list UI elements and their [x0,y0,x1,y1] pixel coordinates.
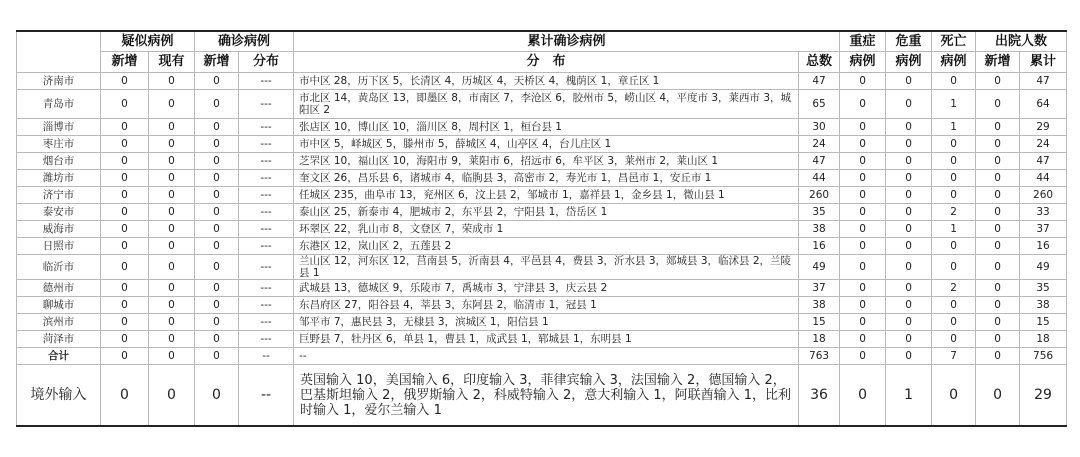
severe-cases: 0 [840,297,886,314]
death-cases: 0 [932,255,976,280]
cumulative-total: 44 [799,170,840,187]
city-name: 青岛市 [17,90,101,119]
severe-cases: 0 [840,187,886,204]
confirmed-new: 0 [195,136,239,153]
confirmed-new: 0 [195,331,239,348]
cumulative-total: 38 [799,297,840,314]
confirmed-new: 0 [195,170,239,187]
table-row [17,314,1067,331]
critical-cases: 0 [886,170,932,187]
discharged-new: 0 [976,73,1020,90]
city-name: 临沂市 [17,255,101,280]
table-row [17,73,1067,90]
discharged-cumulative: 24 [1020,136,1067,153]
city-name: 滨州市 [17,314,101,331]
suspected-new: 0 [101,204,149,221]
severe-cases: 0 [840,348,886,365]
critical-cases: 0 [886,331,932,348]
discharged-cumulative: 756 [1020,348,1067,365]
suspected-new: 0 [101,255,149,280]
confirmed-distribution: --- [239,153,294,170]
table-row [17,90,1067,119]
confirmed-new: 0 [195,204,239,221]
discharged-cumulative: 49 [1020,255,1067,280]
city-name: 济南市 [17,73,101,90]
confirmed-new: 0 [195,73,239,90]
city-name: 日照市 [17,238,101,255]
cumulative-total: 18 [799,331,840,348]
cumulative-distribution: 张店区 10，博山区 10，淄川区 8，周村区 1，桓台县 1 [294,119,799,136]
death-cases: 0 [932,238,976,255]
cumulative-distribution: 芝罘区 10，福山区 10，海阳市 9，莱阳市 6，招远市 6，牟平区 3，莱州市 2，莱山区 1 [294,153,799,170]
confirmed-distribution: --- [239,331,294,348]
suspected-current: 0 [149,238,195,255]
confirmed-distribution: --- [239,314,294,331]
severe-cases: 0 [840,365,886,427]
cumulative-distribution: 泰山区 25，新泰市 4，肥城市 2，东平县 2，宁阳县 1，岱岳区 1 [294,204,799,221]
header-death: 死亡 [932,31,976,52]
severe-cases: 0 [840,153,886,170]
confirmed-distribution: --- [239,280,294,297]
discharged-cumulative: 37 [1020,221,1067,238]
header-critical: 危重 [886,31,932,52]
cumulative-total: 30 [799,119,840,136]
cumulative-distribution: 市中区 5，峄城区 5，滕州市 5，薛城区 4，山亭区 4，台儿庄区 1 [294,136,799,153]
table-row [17,187,1067,204]
discharged-new: 0 [976,255,1020,280]
discharged-cumulative: 38 [1020,297,1067,314]
confirmed-new: 0 [195,255,239,280]
header-discharged-cumulative: 累计 [1020,52,1067,73]
critical-cases: 0 [886,280,932,297]
suspected-current: 0 [149,153,195,170]
table-body [17,73,1067,427]
header-cumulative-distribution: 分 布 [294,52,799,73]
header-cumulative-total: 总数 [799,52,840,73]
confirmed-new: 0 [195,348,239,365]
cumulative-total: 35 [799,204,840,221]
cumulative-distribution: 英国输入 10，美国输入 6，印度输入 3，菲律宾输入 3，法国输入 2，德国输入 2，巴基斯坦输入 2，俄罗斯输入 2，科威特输入 2，意大利输入 1，阿联酋输入 1，比利时输入 1，爱尔兰输入 1 [294,365,799,427]
confirmed-new: 0 [195,221,239,238]
cumulative-total: 16 [799,238,840,255]
covid-stats-table [16,30,1067,427]
cumulative-distribution: 任城区 235，曲阜市 13，兖州区 6，汶上县 2，邹城市 1，嘉祥县 1，金乡县 1，微山县 1 [294,187,799,204]
header-severe: 重症 [840,31,886,52]
death-cases: 7 [932,348,976,365]
discharged-new: 0 [976,280,1020,297]
death-cases: 0 [932,297,976,314]
city-name: 菏泽市 [17,331,101,348]
severe-cases: 0 [840,170,886,187]
severe-cases: 0 [840,90,886,119]
confirmed-new: 0 [195,280,239,297]
suspected-current: 0 [149,187,195,204]
city-name: 合计 [17,348,101,365]
confirmed-distribution: --- [239,136,294,153]
table-header [17,31,1067,73]
critical-cases: 1 [886,365,932,427]
header-confirmed-distribution: 分布 [239,52,294,73]
suspected-current: 0 [149,348,195,365]
table-row [17,136,1067,153]
severe-cases: 0 [840,314,886,331]
header-severe-cases: 病例 [840,52,886,73]
discharged-cumulative: 29 [1020,119,1067,136]
suspected-new: 0 [101,314,149,331]
suspected-new: 0 [101,136,149,153]
discharged-cumulative: 33 [1020,204,1067,221]
cumulative-total: 15 [799,314,840,331]
confirmed-distribution: --- [239,221,294,238]
cumulative-distribution: 市中区 28，历下区 5，长清区 4，历城区 4，天桥区 4，槐荫区 1，章丘区 1 [294,73,799,90]
severe-cases: 0 [840,280,886,297]
death-cases: 2 [932,280,976,297]
header-discharged: 出院人数 [976,31,1067,52]
table-row [17,170,1067,187]
death-cases: 0 [932,331,976,348]
suspected-current: 0 [149,331,195,348]
death-cases: 0 [932,365,976,427]
discharged-new: 0 [976,119,1020,136]
suspected-new: 0 [101,187,149,204]
discharged-new: 0 [976,314,1020,331]
city-name: 聊城市 [17,297,101,314]
cumulative-distribution: 武城县 13，德城区 9，乐陵市 7，禹城市 3，宁津县 3，庆云县 2 [294,280,799,297]
critical-cases: 0 [886,297,932,314]
discharged-new: 0 [976,153,1020,170]
confirmed-distribution: -- [239,348,294,365]
critical-cases: 0 [886,153,932,170]
suspected-new: 0 [101,348,149,365]
city-name: 济宁市 [17,187,101,204]
suspected-new: 0 [101,119,149,136]
header-death-cases: 病例 [932,52,976,73]
death-cases: 0 [932,136,976,153]
confirmed-distribution: --- [239,297,294,314]
cumulative-distribution: -- [294,348,799,365]
confirmed-distribution: --- [239,73,294,90]
city-name: 泰安市 [17,204,101,221]
discharged-cumulative: 29 [1020,365,1067,427]
critical-cases: 0 [886,187,932,204]
suspected-current: 0 [149,136,195,153]
cumulative-distribution: 奎文区 26，昌乐县 6，诸城市 4，临朐县 3，高密市 2，寿光市 1，昌邑市 1，安丘市 1 [294,170,799,187]
death-cases: 1 [932,221,976,238]
city-name: 德州市 [17,280,101,297]
critical-cases: 0 [886,136,932,153]
confirmed-distribution: --- [239,90,294,119]
confirmed-new: 0 [195,90,239,119]
table-row [17,119,1067,136]
cumulative-total: 38 [799,221,840,238]
city-name: 潍坊市 [17,170,101,187]
death-cases: 0 [932,73,976,90]
city-name: 枣庄市 [17,136,101,153]
confirmed-new: 0 [195,153,239,170]
table-row [17,153,1067,170]
cumulative-distribution: 环翠区 22，乳山市 8，文登区 7，荣成市 1 [294,221,799,238]
suspected-new: 0 [101,153,149,170]
discharged-new: 0 [976,221,1020,238]
suspected-new: 0 [101,90,149,119]
discharged-new: 0 [976,136,1020,153]
cumulative-distribution: 兰山区 12，河东区 12，莒南县 5，沂南县 4，平邑县 4，费县 3，沂水县 3，郯城县 3，临沭县 2，兰陵县 1 [294,255,799,280]
critical-cases: 0 [886,348,932,365]
confirmed-distribution: --- [239,170,294,187]
table-row [17,221,1067,238]
confirmed-distribution: --- [239,204,294,221]
city-name: 威海市 [17,221,101,238]
header-suspected-current: 现有 [149,52,195,73]
confirmed-distribution: --- [239,187,294,204]
discharged-new: 0 [976,238,1020,255]
suspected-new: 0 [101,280,149,297]
suspected-new: 0 [101,365,149,427]
discharged-new: 0 [976,187,1020,204]
critical-cases: 0 [886,221,932,238]
table-row [17,297,1067,314]
confirmed-distribution: --- [239,255,294,280]
cumulative-total: 47 [799,73,840,90]
critical-cases: 0 [886,255,932,280]
suspected-new: 0 [101,221,149,238]
discharged-cumulative: 18 [1020,331,1067,348]
confirmed-new: 0 [195,314,239,331]
table-row [17,331,1067,348]
death-cases: 0 [932,170,976,187]
severe-cases: 0 [840,204,886,221]
suspected-current: 0 [149,90,195,119]
header-critical-cases: 病例 [886,52,932,73]
cumulative-distribution: 邹平市 7，惠民县 3，无棣县 3，滨城区 1，阳信县 1 [294,314,799,331]
discharged-new: 0 [976,331,1020,348]
cumulative-distribution: 市北区 14，黄岛区 13，即墨区 8，市南区 7，李沧区 6，胶州市 5，崂山区 4，平度市 3，莱西市 3，城阳区 2 [294,90,799,119]
cumulative-total: 49 [799,255,840,280]
cumulative-total: 763 [799,348,840,365]
severe-cases: 0 [840,255,886,280]
cumulative-total: 260 [799,187,840,204]
discharged-new: 0 [976,348,1020,365]
discharged-cumulative: 35 [1020,280,1067,297]
header-confirmed: 确诊病例 [195,31,294,52]
death-cases: 0 [932,153,976,170]
confirmed-new: 0 [195,238,239,255]
suspected-new: 0 [101,297,149,314]
suspected-current: 0 [149,365,195,427]
discharged-cumulative: 44 [1020,170,1067,187]
suspected-new: 0 [101,170,149,187]
confirmed-new: 0 [195,365,239,427]
confirmed-distribution: --- [239,238,294,255]
cumulative-total: 36 [799,365,840,427]
cumulative-distribution: 巨野县 7，牡丹区 6，单县 1，曹县 1，成武县 1，郓城县 1，东明县 1 [294,331,799,348]
imported-cases-row [17,365,1067,427]
suspected-current: 0 [149,297,195,314]
total-row [17,348,1067,365]
city-name: 淄博市 [17,119,101,136]
discharged-cumulative: 47 [1020,73,1067,90]
header-cumulative: 累计确诊病例 [294,31,840,52]
header-confirmed-new: 新增 [195,52,239,73]
discharged-cumulative: 47 [1020,153,1067,170]
discharged-new: 0 [976,170,1020,187]
suspected-current: 0 [149,221,195,238]
header-suspected-new: 新增 [101,52,149,73]
discharged-cumulative: 16 [1020,238,1067,255]
severe-cases: 0 [840,238,886,255]
suspected-new: 0 [101,73,149,90]
cumulative-total: 37 [799,280,840,297]
critical-cases: 0 [886,90,932,119]
table-row [17,280,1067,297]
cumulative-distribution: 东港区 12，岚山区 2，五莲县 2 [294,238,799,255]
cumulative-total: 65 [799,90,840,119]
death-cases: 1 [932,90,976,119]
header-suspected: 疑似病例 [101,31,195,52]
severe-cases: 0 [840,119,886,136]
confirmed-new: 0 [195,119,239,136]
discharged-new: 0 [976,204,1020,221]
suspected-current: 0 [149,170,195,187]
suspected-current: 0 [149,314,195,331]
discharged-cumulative: 15 [1020,314,1067,331]
discharged-new: 0 [976,297,1020,314]
cumulative-total: 47 [799,153,840,170]
discharged-new: 0 [976,365,1020,427]
discharged-new: 0 [976,90,1020,119]
critical-cases: 0 [886,119,932,136]
suspected-current: 0 [149,280,195,297]
city-name: 烟台市 [17,153,101,170]
critical-cases: 0 [886,204,932,221]
table-row [17,204,1067,221]
discharged-cumulative: 260 [1020,187,1067,204]
stats-table-container [16,30,1066,427]
header-discharged-new: 新增 [976,52,1020,73]
severe-cases: 0 [840,73,886,90]
critical-cases: 0 [886,314,932,331]
death-cases: 0 [932,187,976,204]
table-row [17,255,1067,280]
cumulative-distribution: 东昌府区 27，阳谷县 4，莘县 3，东阿县 2，临清市 1，冠县 1 [294,297,799,314]
confirmed-distribution: -- [239,365,294,427]
suspected-new: 0 [101,331,149,348]
confirmed-distribution: --- [239,119,294,136]
critical-cases: 0 [886,238,932,255]
table-row [17,238,1067,255]
suspected-new: 0 [101,238,149,255]
suspected-current: 0 [149,73,195,90]
confirmed-new: 0 [195,187,239,204]
severe-cases: 0 [840,136,886,153]
death-cases: 1 [932,119,976,136]
severe-cases: 0 [840,221,886,238]
death-cases: 0 [932,314,976,331]
suspected-current: 0 [149,255,195,280]
confirmed-new: 0 [195,297,239,314]
suspected-current: 0 [149,119,195,136]
critical-cases: 0 [886,73,932,90]
discharged-cumulative: 64 [1020,90,1067,119]
header-region [17,31,101,73]
city-name: 境外输入 [17,365,101,427]
severe-cases: 0 [840,331,886,348]
death-cases: 2 [932,204,976,221]
suspected-current: 0 [149,204,195,221]
cumulative-total: 24 [799,136,840,153]
